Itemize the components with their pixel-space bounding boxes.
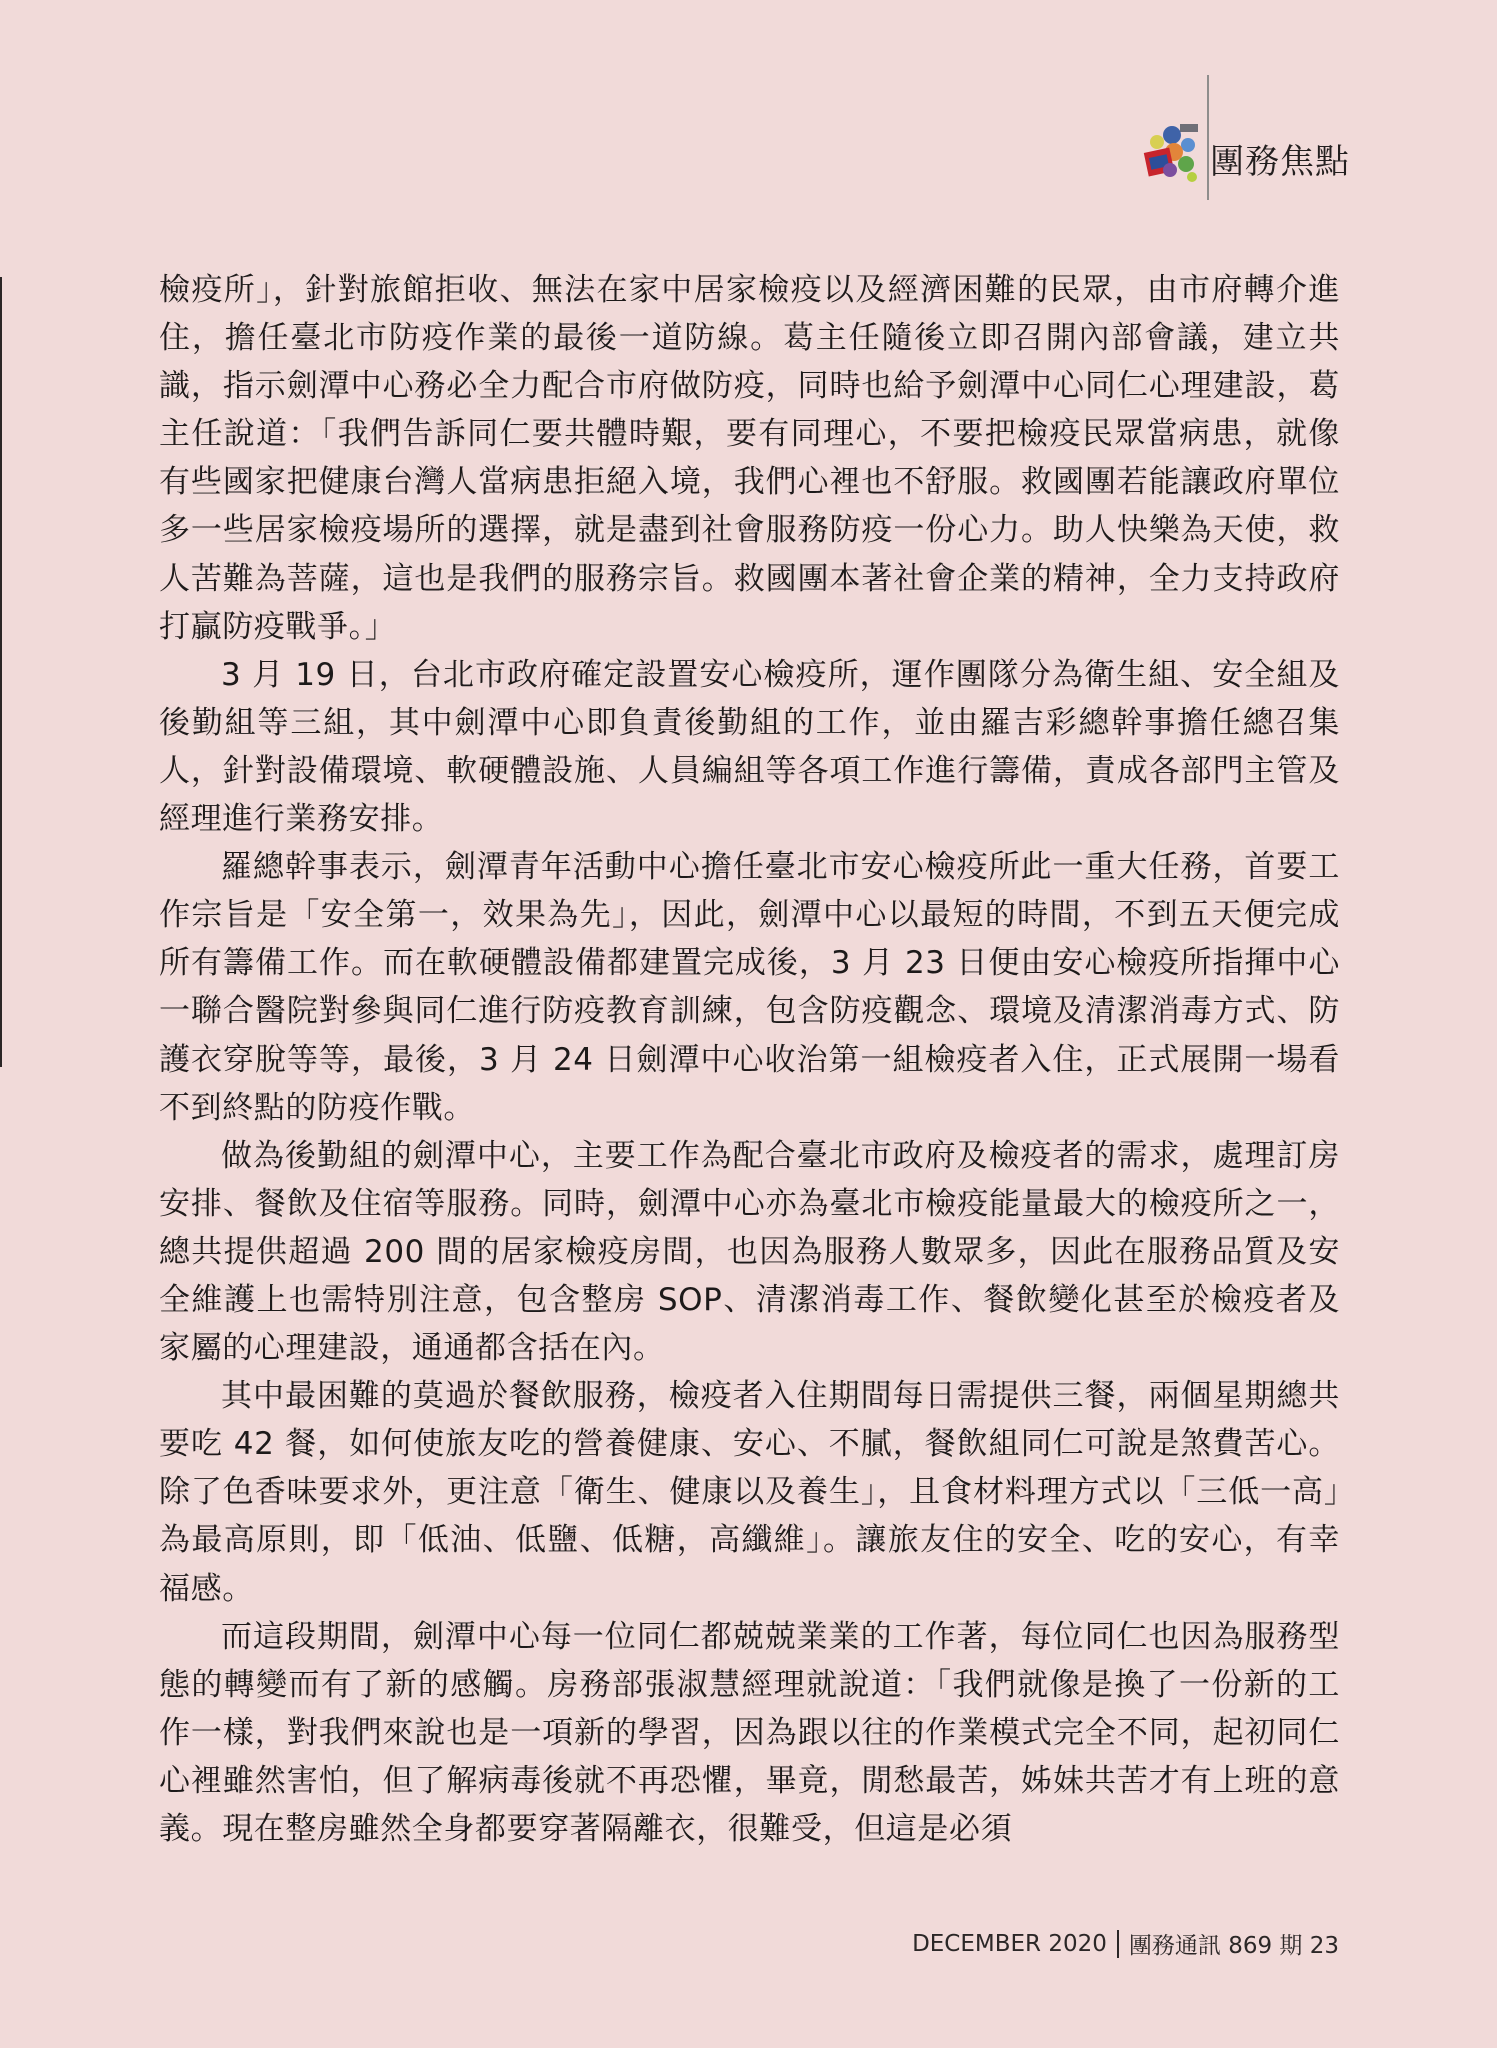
paragraph: 其中最困難的莫過於餐飲服務，檢疫者入住期間每日需提供三餐，兩個星期總共要吃 42 餐，如何使旅友吃的營養健康、安心、不膩，餐飲組同仁可說是煞費苦心。除了色香味要求外，更注意「衛生、健康以及養生」，且食材料理方式以「三低一高」為最高原則，即「低油、低鹽、低糖，高纖維」。讓旅友住的安全、吃的安心，有幸福感。 — [159, 1378, 1340, 1607]
paragraph: 做為後勤組的劍潭中心，主要工作為配合臺北市政府及檢疫者的需求，處理訂房安排、餐飲及住宿等服務。同時，劍潭中心亦為臺北市檢疫能量最大的檢疫所之一，總共提供超過 200 間的居家檢疫房間，也因為服務人數眾多，因此在服務品質及安全維護上也需特別注意，包含整房 SOP、清潔消毒工作、餐飲變化甚至於檢疫者及家屬的心理建設，通通都含括在內。 — [159, 1137, 1340, 1367]
paragraph-continuation: 檢疫所」，針對旅館拒收、無法在家中居家檢疫以及經濟困難的民眾，由市府轉介進住，擔任臺北市防疫作業的最後一道防線。葛主任隨後立即召開內部會議，建立共識，指示劍潭中心務必全力配合市府做防疫，同時也給予劍潭中心同仁心理建設，葛主任說道：「我們告訴同仁要共體時艱，要有同理心，不要把檢疫民眾當病患，就像有些國家把健康台灣人當病患拒絕入境，我們心裡也不舒服。救國團若能讓政府單位多一些居家檢疫場所的選擇，就是盡到社會服務防疫一份心力。助人快樂為天使，救人苦難為菩薩，這也是我們的服務宗旨。救國團本著社會企業的精神，全力支持政府打贏防疫戰爭。」 — [159, 272, 1340, 645]
footer-publication: 團務通訊 869 期 23 — [1128, 1933, 1339, 1959]
left-margin-rule — [0, 277, 2, 1067]
footer-date: DECEMBER 2020 — [912, 1930, 1107, 1957]
paragraph: 羅總幹事表示，劍潭青年活動中心擔任臺北市安心檢疫所此一重大任務，首要工作宗旨是「安全第一，效果為先」，因此，劍潭中心以最短的時間，不到五天便完成所有籌備工作。而在軟硬體設備都建置完成後，3 月 23 日便由安心檢疫所指揮中心一聯合醫院對參與同仁進行防疫教育訓練，包含防疫觀念、環境及清潔消毒方式、防護衣穿脫等等，最後，3 月 24 日劍潭中心收治第一組檢疫者入住，正式展開一場看不到終點的防疫作戰。 — [159, 849, 1340, 1126]
page-footer — [912, 1927, 1339, 1960]
section-title: 團務焦點 — [1210, 142, 1350, 182]
paragraph: 而這段期間，劍潭中心每一位同仁都兢兢業業的工作著，每位同仁也因為服務型態的轉變而有了新的感觸。房務部張淑慧經理就說道：「我們就像是換了一份新的工作一樣，對我們來說也是一項新的學習，因為跟以往的作業模式完全不同，起初同仁心裡雖然害怕，但了解病毒後就不再恐懼，畢竟，閒愁最苦，姊妹共苦才有上班的意義。現在整房雖然全身都要穿著隔離衣，很難受，但這是必須 — [159, 1618, 1340, 1847]
footer-divider — [1117, 1930, 1119, 1958]
cluster-logo-icon — [1142, 122, 1202, 184]
header-divider — [1207, 75, 1209, 200]
article-body — [159, 266, 1340, 1853]
paragraph: 3 月 19 日，台北市政府確定設置安心檢疫所，運作團隊分為衛生組、安全組及後勤組等三組，其中劍潭中心即負責後勤組的工作，並由羅吉彩總幹事擔任總召集人，針對設備環境、軟硬體設施、人員編組等各項工作進行籌備，責成各部門主管及經理進行業務安排。 — [159, 656, 1340, 838]
